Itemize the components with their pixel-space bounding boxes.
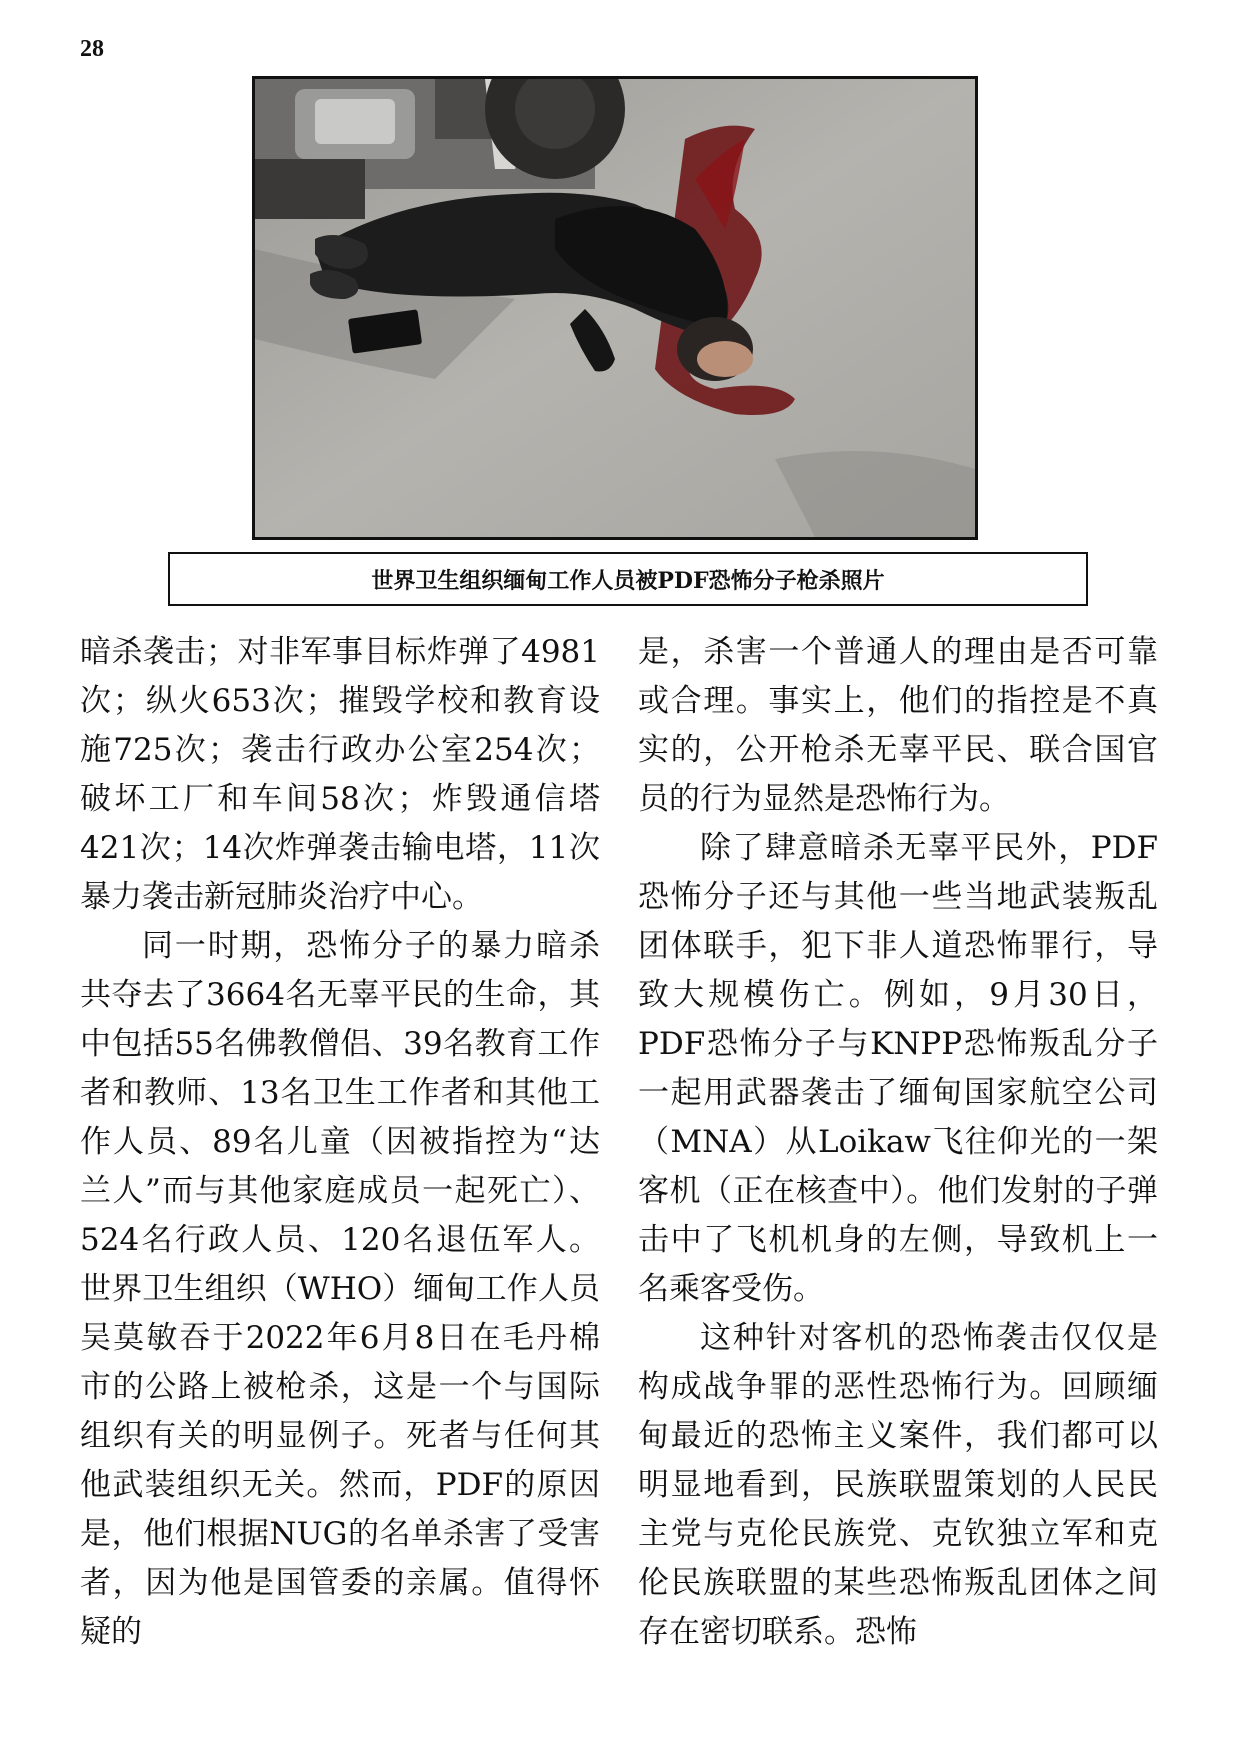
- photo-illustration: [255, 79, 975, 537]
- left-column: [80, 628, 600, 1657]
- figure-caption: 世界卫生组织缅甸工作人员被PDF恐怖分子枪杀照片: [168, 552, 1088, 606]
- right-paragraph-1: 是，杀害一个普通人的理由是否可靠或合理。事实上，他们的指控是不真实的，公开枪杀无辜平民、联合国官员的行为显然是恐怖行为。: [638, 634, 1158, 817]
- right-paragraph-3: 这种针对客机的恐怖袭击仅仅是构成战争罪的恶性恐怖行为。回顾缅甸最近的恐怖主义案件，我们都可以明显地看到，民族联盟策划的人民民主党与克伦民族党、克钦独立军和克伦民族联盟的某些恐怖叛乱团体之间存在密切联系。恐怖: [638, 1320, 1158, 1650]
- right-paragraph-2: 除了肆意暗杀无辜平民外，PDF恐怖分子还与其他一些当地武装叛乱团体联手，犯下非人道恐怖罪行，导致大规模伤亡。例如，9月30日，PDF恐怖分子与KNPP恐怖叛乱分子一起用武器袭击了缅甸国家航空公司（MNA）从Loikaw飞往仰光的一架客机（正在核查中）。他们发射的子弹击中了飞机机身的左侧，导致机上一名乘客受伤。: [638, 830, 1158, 1307]
- right-column: [638, 628, 1158, 1657]
- left-paragraph-2: 同一时期，恐怖分子的暴力暗杀共夺去了3664名无辜平民的生命，其中包括55名佛教僧侣、39名教育工作者和教师、13名卫生工作者和其他工作人员、89名儿童（因被指控为“达兰人”而与其他家庭成员一起死亡）、524名行政人员、120名退伍军人。世界卫生组织（WHO）缅甸工作人员吴莫敏吞于2022年6月8日在毛丹棉市的公路上被枪杀，这是一个与国际组织有关的明显例子。死者与任何其他武装组织无关。然而，PDF的原因是，他们根据NUG的名单杀害了受害者，因为他是国管委的亲属。值得怀疑的: [80, 928, 600, 1650]
- news-photo: [252, 76, 978, 540]
- page-number: 28: [80, 36, 104, 62]
- left-paragraph-1: 暗杀袭击；对非军事目标炸弹了4981次；纵火653次；摧毁学校和教育设施725次；袭击行政办公室254次；破坏工厂和车间58次；炸毁通信塔421次；14次炸弹袭击输电塔，11次暴力袭击新冠肺炎治疗中心。: [80, 634, 600, 915]
